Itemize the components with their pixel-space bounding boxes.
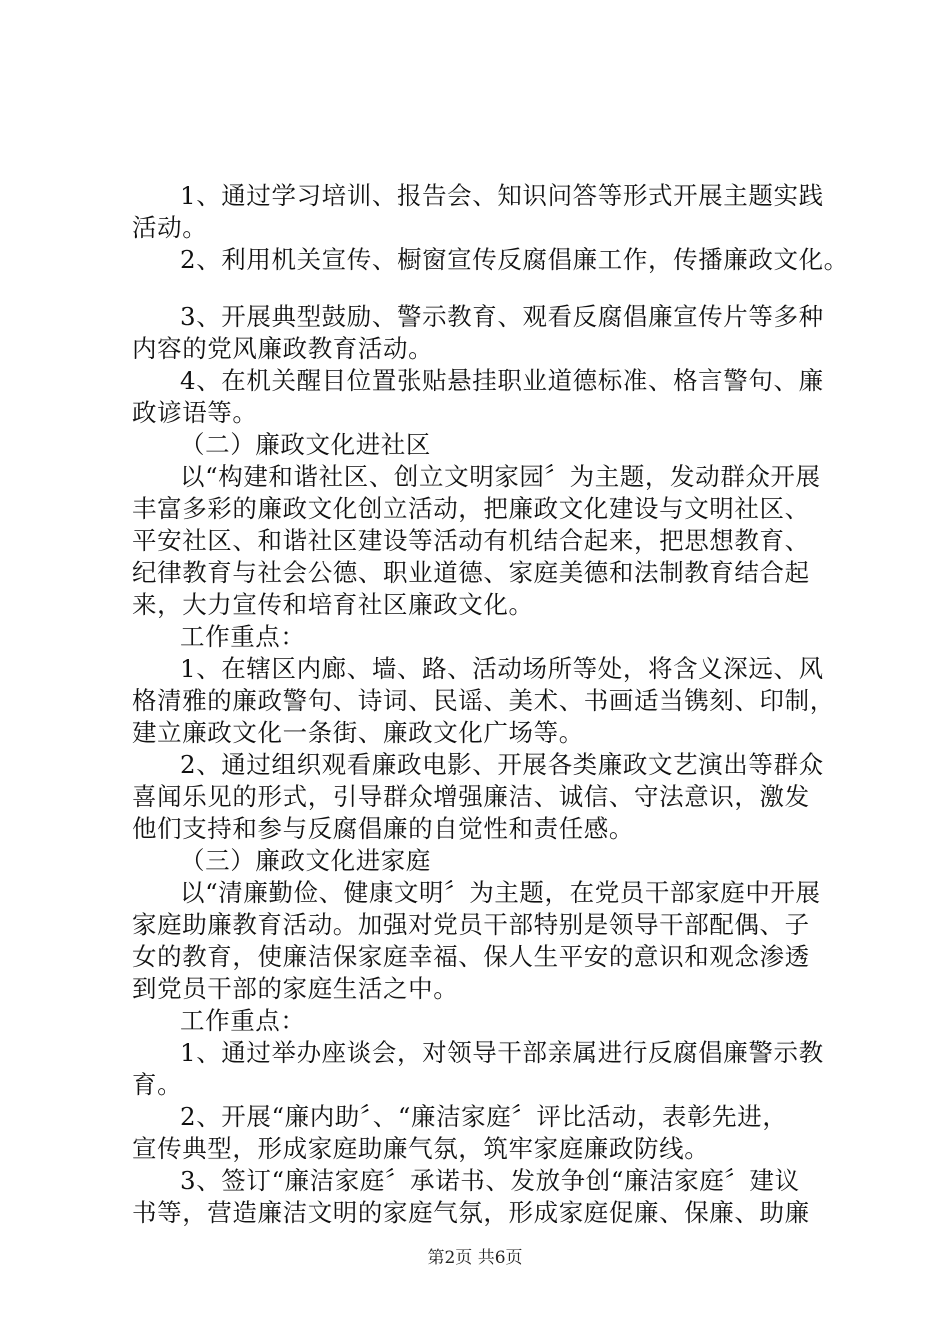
- paragraph-line: 2、开展“廉内助〞、“廉洁家庭〞评比活动，表彰先进，: [180, 1102, 788, 1131]
- paragraph-line: 活动。: [132, 213, 208, 242]
- paragraph-line: 3、开展典型鼓励、警示教育、观看反腐倡廉宣传片等多种: [180, 302, 824, 331]
- paragraph-line: 丰富多彩的廉政文化创立活动，把廉政文化建设与文明社区、: [132, 494, 810, 523]
- paragraph-line: 1、在辖区内廊、墙、路、活动场所等处，将含义深远、风: [180, 654, 824, 683]
- paragraph-line: 书等，营造廉洁文明的家庭气氛，形成家庭促廉、保廉、助廉: [132, 1198, 810, 1227]
- paragraph-line: 以“构建和谐社区、创立文明家园〞为主题，发动群众开展: [180, 462, 821, 491]
- subheading: 工作重点：: [180, 622, 306, 651]
- paragraph-line: 家庭助廉教育活动。加强对党员干部特别是领导干部配偶、子: [132, 910, 810, 939]
- paragraph-line: 4、在机关醒目位置张贴悬挂职业道德标准、格言警句、廉: [180, 366, 824, 395]
- section-heading: （三）廉政文化进家庭: [180, 846, 431, 875]
- paragraph-line: 3、签订“廉洁家庭〞承诺书、发放争创“廉洁家庭〞建议: [180, 1166, 800, 1195]
- paragraph-line: 女的教育，使廉洁保家庭幸福、保人生平安的意识和观念渗透: [132, 942, 810, 971]
- paragraph-line: 内容的党风廉政教育活动。: [132, 334, 434, 363]
- paragraph-line: 2、利用机关宣传、橱窗宣传反腐倡廉工作，传播廉政文化。: [180, 245, 849, 274]
- paragraph-line: 育。: [132, 1070, 183, 1099]
- paragraph-line: 政谚语等。: [132, 398, 258, 427]
- paragraph-line: 建立廉政文化一条街、廉政文化广场等。: [132, 718, 584, 747]
- paragraph-line: 2、通过组织观看廉政电影、开展各类廉政文艺演出等群众: [180, 750, 824, 779]
- paragraph-line: 来，大力宣传和培育社区廉政文化。: [132, 590, 534, 619]
- paragraph-line: 格清雅的廉政警句、诗词、民谣、美术、书画适当镌刻、印制，: [132, 686, 835, 715]
- paragraph-line: 纪律教育与社会公德、职业道德、家庭美德和法制教育结合起: [132, 558, 810, 587]
- paragraph-line: 平安社区、和谐社区建设等活动有机结合起来，把思想教育、: [132, 526, 810, 555]
- subheading: 工作重点：: [180, 1006, 306, 1035]
- section-heading: （二）廉政文化进社区: [180, 430, 431, 459]
- paragraph-line: 到党员干部的家庭生活之中。: [132, 974, 459, 1003]
- paragraph-line: 以“清廉勤俭、健康文明〞为主题，在党员干部家庭中开展: [180, 878, 821, 907]
- paragraph-line: 宣传典型，形成家庭助廉气氛，筑牢家庭廉政防线。: [132, 1134, 710, 1163]
- page-footer: 第2页 共6页: [427, 1248, 523, 1268]
- paragraph-line: 他们支持和参与反腐倡廉的自觉性和责任感。: [132, 814, 634, 843]
- paragraph-line: 喜闻乐见的形式，引导群众增强廉洁、诚信、守法意识，激发: [132, 782, 810, 811]
- paragraph-line: 1、通过举办座谈会，对领导干部亲属进行反腐倡廉警示教: [180, 1038, 824, 1067]
- paragraph-line: 1、通过学习培训、报告会、知识问答等形式开展主题实践: [180, 181, 824, 210]
